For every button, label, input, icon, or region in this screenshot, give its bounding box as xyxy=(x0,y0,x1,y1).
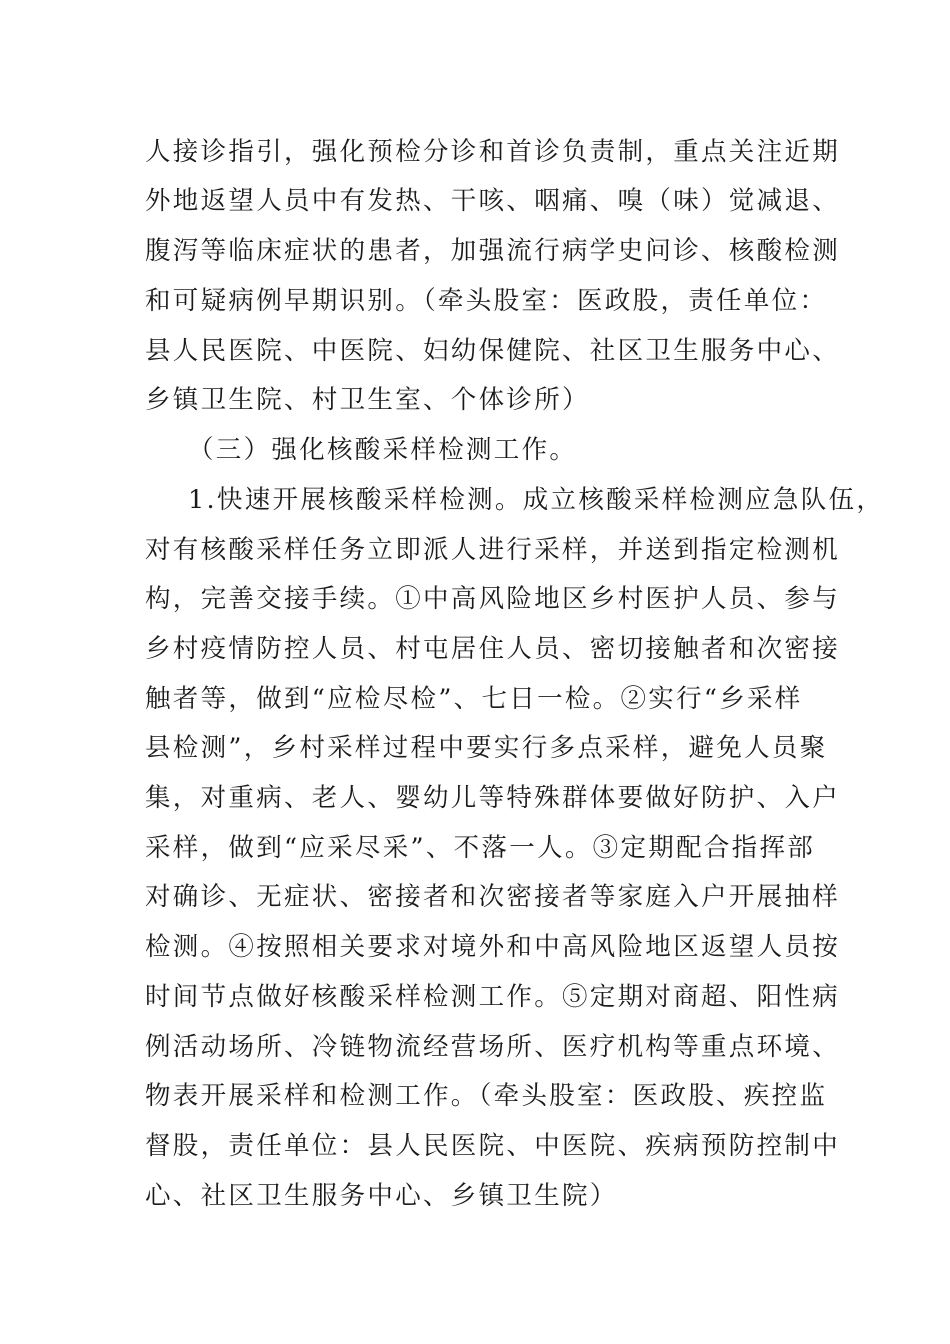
text-line: 检测。④按照相关要求对境外和中高风险地区返望人员按 xyxy=(145,932,841,962)
text-line: 时间节点做好核酸采样检测工作。⑤定期对商超、阳性病 xyxy=(145,982,841,1012)
text-line: 人接诊指引，强化预检分诊和首诊负责制，重点关注近期 xyxy=(145,137,841,167)
text-line: 集，对重病、老人、婴幼儿等特殊群体要做好防护、入户 xyxy=(145,783,841,813)
text-line: 例活动场所、冷链物流经营场所、医疗机构等重点环境、 xyxy=(145,1032,841,1062)
text-line: 和可疑病例早期识别。（牵头股室：医政股，责任单位： xyxy=(145,286,828,316)
text-line: 采样，做到“应采尽采”、不落一人。③定期配合指挥部 xyxy=(145,833,816,863)
text-line: 构，完善交接手续。①中高风险地区乡村医护人员、参与 xyxy=(145,584,841,614)
text-line: 触者等，做到“应检尽检”、七日一检。②实行“乡采样 xyxy=(145,684,803,714)
text-line: 县检测”，乡村采样过程中要实行多点采样，避免人员聚 xyxy=(145,733,828,763)
text-line: 乡镇卫生院、村卫生室、个体诊所） xyxy=(145,385,590,415)
section-heading: （三）强化核酸采样检测工作。 xyxy=(188,435,578,465)
text-line: 乡村疫情防控人员、村屯居住人员、密切接触者和次密接 xyxy=(145,634,841,664)
text-line: 腹泻等临床症状的患者，加强流行病学史问诊、核酸检测 xyxy=(145,236,841,266)
text-line: 物表开展采样和检测工作。（牵头股室：医政股、疾控监 xyxy=(145,1081,828,1111)
text-line: 县人民医院、中医院、妇幼保健院、社区卫生服务中心、 xyxy=(145,336,841,366)
text-line: 对确诊、无症状、密接者和次密接者等家庭入户开展抽样 xyxy=(145,882,841,912)
subsection-heading: 1.快速开展核酸采样检测。成立核酸采样检测应急队伍， xyxy=(188,485,885,515)
text-line: 对有核酸采样任务立即派人进行采样，并送到指定检测机 xyxy=(145,535,841,565)
text-line: 心、社区卫生服务中心、乡镇卫生院） xyxy=(145,1181,618,1211)
text-line: 外地返望人员中有发热、干咳、咽痛、嗅（味）觉减退、 xyxy=(145,186,841,216)
text-line: 督股，责任单位：县人民医院、中医院、疾病预防控制中 xyxy=(145,1131,841,1161)
